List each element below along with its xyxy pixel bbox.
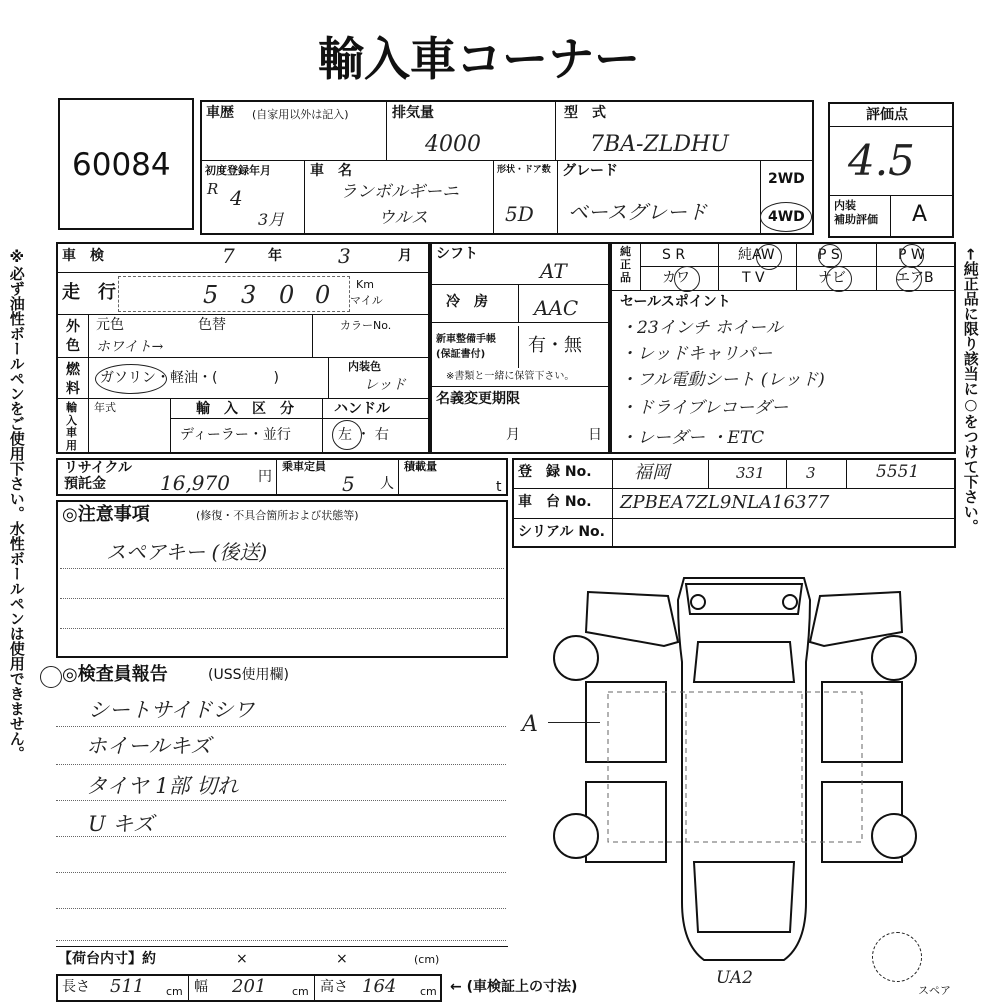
first-reg-year: 4	[230, 186, 243, 210]
score-label: 評価点	[866, 107, 908, 123]
genuine-navi: ナビ	[818, 270, 846, 286]
grade-label: グレード	[562, 163, 618, 179]
sales-points-label: セールスポイント	[620, 294, 731, 310]
page-title: 輸入車コーナー	[318, 32, 640, 86]
notes-line: スペアキー (後送)	[106, 540, 268, 564]
dims-width-unit: cm	[292, 985, 309, 998]
genuine-airbag-circle	[896, 266, 922, 292]
manual-note: ※書類と一緒に保管下さい。	[446, 371, 575, 382]
dims-height-unit: cm	[420, 985, 437, 998]
manual-value: 有・無	[528, 335, 582, 356]
history-label: 車歴	[206, 105, 234, 121]
cargo-label: 【荷台内寸】約	[58, 951, 156, 967]
report-check-circle	[40, 666, 62, 688]
genuine-tv: T V	[742, 270, 765, 286]
handle-options: 左 ・ 右	[338, 427, 389, 443]
right-side-note: ←純正品に限り該当に○をつけて下さい。	[961, 248, 980, 534]
genuine-leather: カワ	[662, 270, 690, 286]
registration-place: 福岡	[634, 462, 670, 483]
registration-class: 331	[736, 464, 765, 482]
genuine-ps-circle	[818, 244, 842, 268]
sales-point: ・23インチ ホイール	[620, 318, 783, 338]
recycle-value: 16,970	[160, 471, 230, 495]
genuine-airbag: エアB	[896, 270, 934, 286]
handle-left-circle	[332, 420, 362, 450]
import-year-label: 年式	[94, 401, 116, 414]
report-label: ◎検査員報告	[62, 664, 168, 685]
genuine-pw-circle	[900, 244, 924, 268]
genuine-label: 純 正 品	[620, 245, 631, 285]
mileage-label: 走 行	[62, 282, 116, 303]
grade-value: ベースグレード	[568, 200, 707, 224]
drive-4wd-circle	[760, 202, 812, 232]
registration-number: 5551	[876, 462, 920, 482]
sales-point: ・レッドキャリパー	[620, 344, 773, 364]
notes-label: ◎注意事項	[62, 504, 150, 525]
history-note: (自家用以外は記入)	[252, 108, 349, 121]
import-car-label: 輸 入 車 用	[66, 401, 77, 452]
notes-sub: (修復・不具合箇所および状態等)	[196, 509, 359, 522]
name-change-month: 月	[506, 427, 520, 443]
genuine-sr: S R	[662, 247, 686, 263]
genuine-aw-circle	[756, 244, 782, 270]
genuine-aw: 純AW	[738, 247, 775, 263]
model-value: 7BA-ZLDHU	[590, 132, 729, 157]
mileage-unit-km: Km	[356, 278, 374, 291]
genuine-ps: P S	[818, 247, 840, 263]
car-damage-diagram	[548, 572, 922, 968]
doors-value: 5D	[505, 202, 534, 226]
mileage-digit: 0	[315, 281, 331, 309]
report-line: タイヤ 1部 切れ	[86, 774, 239, 798]
color-value: ホワイト→	[96, 339, 164, 355]
dims-length-label: 長さ	[62, 979, 90, 995]
cargo-unit: (cm)	[414, 953, 440, 966]
cargo-x1: ×	[236, 951, 248, 967]
first-reg-label: 初度登録年月	[205, 164, 271, 177]
car-name-line1: ランボルギーニ	[340, 182, 459, 202]
color-label: 外 色	[66, 319, 80, 354]
dims-width-value: 201	[232, 976, 267, 997]
ac-label: 冷 房	[446, 294, 488, 310]
model-label: 型 式	[564, 105, 606, 121]
mileage-digit: 0	[279, 281, 295, 309]
sales-point: ・ドライブレコーダー	[620, 398, 789, 418]
interior-score-label: 内装 補助評価	[834, 199, 878, 227]
report-sub: (USS使用欄)	[208, 667, 289, 683]
left-side-note: ※必ず油性ボールペンをご使用下さい。水性ボールペンは使用できません。	[7, 248, 26, 761]
interior-color-label: 内装色	[348, 360, 381, 373]
report-line: U キズ	[88, 812, 154, 836]
chassis-value: ZPBEA7ZL9NLA16377	[620, 492, 830, 513]
recycle-unit: 円	[258, 469, 272, 485]
sales-point: ・レーダー ・ETC	[620, 428, 765, 448]
sales-point: ・フル電動シート (レッド)	[620, 370, 825, 390]
inspection-year-value: 7	[222, 244, 235, 268]
dims-length-value: 511	[110, 976, 145, 997]
dims-length-unit: cm	[166, 985, 183, 998]
score-value: 4.5	[848, 136, 915, 185]
cargo-x2: ×	[336, 951, 348, 967]
map-note: A	[522, 712, 538, 737]
first-reg-month: 3月	[258, 210, 285, 229]
handle-label: ハンドル	[334, 401, 390, 417]
recycle-label: リサイクル 預託金	[64, 460, 133, 493]
fuel-gasoline-circle	[95, 364, 167, 394]
spare-tire-circle	[872, 932, 922, 982]
car-name-label: 車 名	[310, 163, 352, 179]
first-reg-era: R	[207, 180, 219, 198]
dims-height-value: 164	[362, 976, 397, 997]
genuine-navi-circle	[826, 266, 852, 292]
dims-note: ← (車検証上の寸法)	[450, 979, 578, 995]
genuine-leather-circle	[674, 266, 700, 292]
dims-width-label: 幅	[194, 979, 208, 995]
capacity-label: 乗車定員	[282, 460, 326, 473]
mileage-digit: 3	[241, 281, 257, 309]
capacity-value: 5	[342, 472, 355, 496]
mileage-digits	[118, 276, 350, 312]
report-line: ホイールキズ	[86, 734, 212, 758]
serial-label: シリアル No.	[518, 524, 605, 540]
inspection-year-unit: 年	[268, 248, 282, 264]
displacement-value: 4000	[425, 132, 481, 157]
chassis-label: 車 台 No.	[518, 494, 592, 510]
car-name-line2: ウルス	[378, 208, 428, 228]
ac-value: AAC	[534, 296, 579, 320]
interior-color-value: レッド	[364, 377, 406, 393]
rear-note: UA2	[716, 968, 753, 988]
name-change-label: 名義変更期限	[436, 391, 520, 407]
registration-label: 登 録 No.	[518, 464, 592, 480]
import-class-label: 輸 入 区 分	[196, 401, 294, 417]
color-code-label: カラーNo.	[340, 319, 392, 332]
load-unit: t	[496, 479, 502, 495]
lot-number: 60084	[72, 147, 171, 183]
mileage-unit-mile: マイル	[350, 294, 383, 307]
inspection-label: 車 検	[62, 248, 104, 264]
lot-number-box	[58, 98, 194, 230]
spare-label: スペア	[918, 984, 951, 997]
name-change-day: 日	[588, 427, 602, 443]
inspection-month-value: 3	[338, 244, 351, 268]
import-class-options: ディーラー・並行	[180, 427, 291, 443]
mileage-digit: 5	[203, 281, 219, 309]
capacity-unit: 人	[380, 476, 394, 492]
doors-label: 形状・ドア数	[497, 165, 551, 175]
shift-label: シフト	[436, 246, 478, 262]
load-label: 積載量	[404, 460, 437, 473]
drive-2wd: 2WD	[768, 171, 805, 187]
manual-label: 新車整備手帳 (保証書付)	[436, 334, 496, 360]
color-change-label: 色替	[198, 317, 226, 333]
dims-height-label: 高さ	[320, 979, 348, 995]
drive-4wd: 4WD	[768, 209, 805, 225]
genuine-pw: P W	[898, 247, 925, 263]
color-orig-label: 元色	[96, 317, 124, 333]
displacement-label: 排気量	[392, 105, 434, 121]
fuel-label: 燃 料	[66, 362, 80, 397]
inspection-month-unit: 月	[398, 248, 412, 264]
fuel-options: ガソリン・軽油・( )	[100, 370, 279, 386]
interior-score-value: A	[912, 202, 928, 227]
shift-value: AT	[540, 259, 567, 283]
registration-kana: 3	[806, 464, 816, 482]
report-line: シートサイドシワ	[88, 698, 255, 722]
